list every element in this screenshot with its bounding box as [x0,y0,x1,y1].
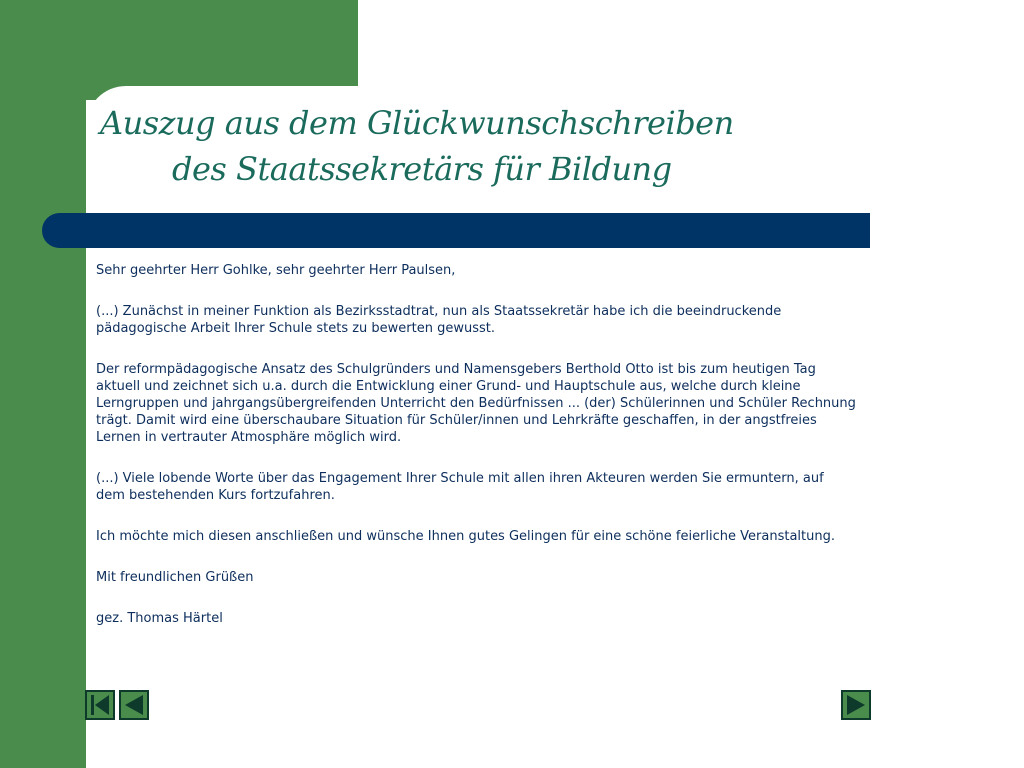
blue-title-bar [42,213,870,248]
letter-paragraph: (...) Zunächst in meiner Funktion als Bezirksstadtrat, nun als Staatssekretär habe ich die beeindruckende pädagogische Arbeit Ihrer Schule stets zu bewerten gewusst. [96,304,782,336]
letter-closing: Mit freundlichen Grüßen [96,570,254,585]
green-side-band [0,0,86,768]
skip-to-first-icon [87,692,113,718]
next-triangle-icon [843,692,869,718]
letter-paragraph: (...) Viele lobende Worte über das Engagement Ihrer Schule mit allen ihren Akteuren werden Sie ermuntern, auf dem bestehenden Kurs fortzufahren. [96,471,824,503]
letter-body [96,262,856,651]
next-slide-button[interactable] [841,690,871,720]
previous-slide-button[interactable] [119,690,149,720]
previous-triangle-icon [121,692,147,718]
green-top-band [0,0,358,100]
letter-paragraph: Ich möchte mich diesen anschließen und wünsche Ihnen gutes Gelingen für eine schöne feierliche Veranstaltung. [96,529,835,544]
slide-title [100,100,860,192]
slide-title-line1: Auszug aus dem Glückwunschschreiben [100,104,734,142]
letter-salutation: Sehr geehrter Herr Gohlke, sehr geehrter Herr Paulsen, [96,263,456,278]
letter-signature: gez. Thomas Härtel [96,611,223,626]
slide-title-line2: des Staatssekretärs für Bildung [172,150,672,188]
letter-paragraph: Der reformpädagogische Ansatz des Schulgründers und Namensgebers Berthold Otto ist bis zum heutigen Tag aktuell und zeichnet sich u.a. durch die Entwicklung einer Grund- und Hauptschule aus, welche durch kleine Lerngruppen und jahrgangsübergreifenden Unterricht den Bedürfnissen ... (der) Schülerinnen und Schüler Rechnung trägt. Damit wird eine überschaubare Situation für Schüler/innen und Lehrkräfte geschaffen, in der angstfreies Lernen in vertrauter Atmosphäre möglich wird. [96,362,856,445]
first-slide-button[interactable] [85,690,115,720]
